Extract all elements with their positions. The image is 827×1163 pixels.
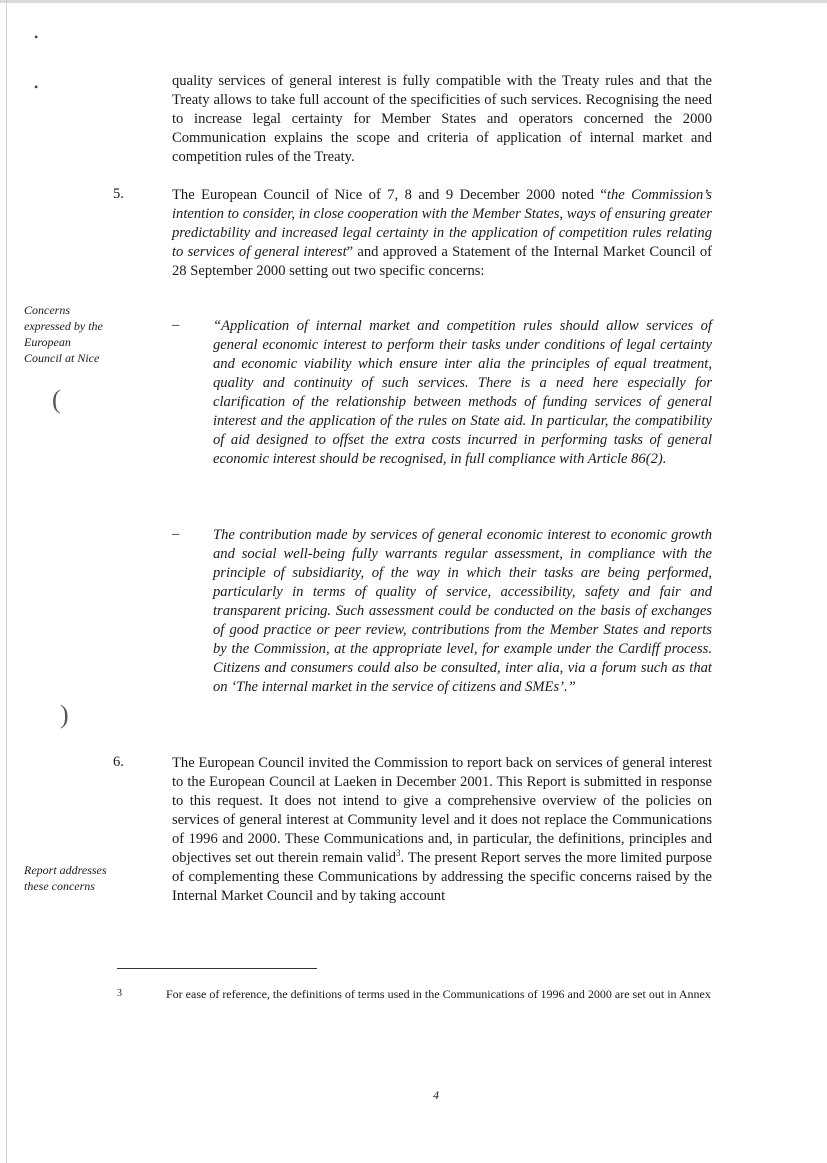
paragraph-5-text-before: The European Council of Nice of 7, 8 and 9 December 2000 noted “ [172, 187, 607, 203]
scan-mark: ) [60, 700, 69, 729]
paragraph-5-quoted-text: the Commission’s intention to consider, in close cooperation with the Member States, ways of ensuring greater predictability and increased legal certainty in the application of competition rules relating to services of general interest [172, 187, 712, 260]
paragraph-6 [172, 754, 712, 906]
bullet-dash-1: – [172, 317, 180, 333]
paragraph-6-text-after: . The present Report serves the more limited purpose of complementing these Communications by addressing the specific concerns raised by the Internal Market Council and by taking account [172, 850, 712, 904]
intro-continuation-paragraph: quality services of general interest is fully compatible with the Treaty rules and that the Treaty allows to take full account of the specificities of such services. Recognising the need to increase legal certainty for Member States and operators concerned the 2000 Communication explains the scope and criteria of application of internal market and competition rules of the Treaty. [172, 73, 712, 165]
margin-note-report: Report addresses these concerns [24, 863, 107, 893]
paragraph-number-6: 6. [113, 754, 124, 770]
scan-edge-top [0, 0, 827, 3]
quote-1: “Application of internal market and competition rules should allow services of general economic interest to perform their tasks under conditions of legal certainty and economic viability which ensure inter alia the principles of equal treatment, quality and continuity of such services. There is a need here especially for clarification of the relationship between methods of funding services of general interest and the application of the rules on State aid. In particular, the compatibility of aid designed to offset the extra costs incurred in performing tasks of general economic interest should be recognised, in full compliance with Article 86(2). [213, 318, 712, 467]
paragraph-5 [172, 186, 712, 281]
page-number: 4 [433, 1088, 439, 1102]
scan-mark: ( [52, 385, 61, 414]
quote-2: The contribution made by services of general economic interest to economic growth and social well-being fully warrants regular assessment, in compliance with the principle of subsidiarity, of the way in which their tasks are being performed, particularly in terms of quality of service, accessibility, safety and fair and transparent pricing. Such assessment could be conducted on the basis of exchanges of good practice or peer review, contributions from the Member States and reports by the Commission, at the appropriate level, for example under the Cardiff process. Citizens and consumers could also be consulted, inter alia, via a forum such as that on ‘The internal market in the service of citizens and SMEs’.” [213, 527, 712, 695]
footnote-separator [117, 968, 317, 969]
footnote-text: For ease of reference, the definitions of terms used in the Communications of 1996 and 2000 are set out in Annex [166, 987, 711, 1001]
footnote-reference[interactable]: 3 [396, 848, 401, 859]
footnote-number: 3 [117, 988, 122, 999]
scan-edge-left [6, 0, 7, 1163]
margin-note-concerns: Concerns expressed by the European Council at Nice [24, 303, 103, 365]
scan-speck: • [34, 80, 39, 94]
scan-speck: • [34, 30, 39, 44]
paragraph-5-text-after: ” and approved a Statement of the Internal Market Council of 28 September 2000 setting out two specific concerns: [172, 244, 712, 279]
paragraph-number-5: 5. [113, 186, 124, 202]
bullet-dash-2: – [172, 526, 180, 542]
paragraph-6-text-before: The European Council invited the Commission to report back on services of general interest to the European Council at Laeken in December 2001. This Report is submitted in response to this request. It does not intend to give a comprehensive overview of the policies on services of general interest at Community level and it does not replace the Communications of 1996 and 2000. These Communications and, in particular, the definitions, principles and objectives set out therein remain valid [172, 755, 712, 866]
